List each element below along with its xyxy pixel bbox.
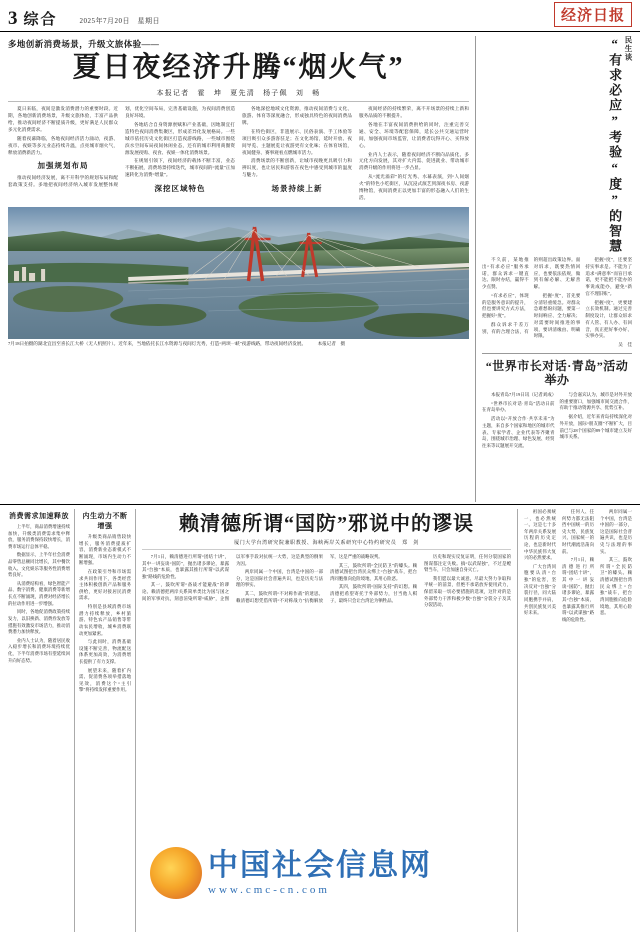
feature-byline: 厦门大学台湾研究院兼职教授、海峡两岸关系研究中心特约研究员 郑 剑 bbox=[142, 539, 511, 550]
lead-paragraph: 夏日来临，夜间是激发消费潜力的重要时段。近期，各地创新消费场景，升级文旅体验，丰富产品供给，推动夜间经济不断提质升级，更好满足人民群众多元化消费需求。 bbox=[8, 106, 118, 132]
feature-continued bbox=[518, 509, 632, 932]
lead-paragraph: 从“流光溢彩”的灯光秀、水幕表演，到“人间烟火”的特色小吃街区，从沉浸式演艺到深夜书房、夜游博物馆，夜间消费正以更加丰富的形态融入人们的生活。 bbox=[359, 174, 469, 200]
rail-column-label: 民生谈 bbox=[624, 36, 633, 62]
vertical-title-row bbox=[482, 36, 632, 254]
feature-paragraph: 两岸同属一个中国，台湾是中国的一部分，这是国际社会普遍共识，也是历史与法理的事实。 bbox=[600, 509, 632, 554]
feature-paragraph: 我们愿以最大诚意、尽最大努力争取和平统一的前景，但绝不承诺放弃使用武力，保留采取一切必要措施的选项，这针对的是外部势力干涉和极少数“台独”分裂分子及其分裂活动。 bbox=[424, 575, 511, 608]
lower-body bbox=[0, 504, 640, 932]
upper-body bbox=[0, 32, 640, 502]
lower-left-paragraph: 业内人士认为，随着居民收入稳步增长和消费环境持续优化，下半年消费市场有望延续回升向好态势。 bbox=[8, 637, 70, 663]
feature-paragraph: 其三，鼓吹所谓“全民防卫”的噱头。赖清德试图把台湾民众绑上“台独”战车，把台湾同胞推向危险境地，其用心险恶。 bbox=[330, 562, 417, 581]
lower-left-paragraph: 上半年，商品消费增速持续加快，升级类消费需求集中释放，服务消费保持较快增长，消费市场运行总体平稳。 bbox=[8, 524, 70, 549]
lower-left-paragraph: 从消费结构看，绿色智能产品、数字消费、健康消费等新增长点不断涌现，消费对经济增长的拉动作用进一步增强。 bbox=[8, 580, 70, 606]
feature-paragraph: 广大台湾同胞要认清“台独”的危害，坚决反对“台独”分裂行径，同大陆同胞携手并肩，共创民族复兴美好未来。 bbox=[524, 563, 556, 616]
lead-subhead: 加强规划布局 bbox=[37, 161, 89, 171]
lead-paragraph: 各地深挖地域文化资源，推动夜间消费与文化、旅游、体育等深度融合，形成独具特色的夜间消费品牌。 bbox=[242, 106, 352, 125]
feature-paragraph: 7月1日，赖清德进行所谓“团结十讲”，其中一讲妄谈“国防”，抛出诸多谬论，暴露其“台独”本质，也暴露其推行所谓“以武谋独”路线的危险性。 bbox=[562, 557, 594, 622]
rail-second-article bbox=[482, 359, 632, 450]
lead-paragraph: 夜间经济的持续繁荣，离不开场景的持续上新和服务品质的不断提升。 bbox=[359, 106, 469, 119]
section-title: 综合 bbox=[23, 12, 58, 28]
feature-paragraph: 7月1日，赖清德进行所谓“团结十讲”，其中一讲妄谈“国防”，抛出诸多谬论，暴露其“台独”本质，也暴露其推行所谓“以武谋独”路线的危险性。 bbox=[142, 554, 229, 579]
feature-paragraph: 其二，鼓吹所谓“不对称作战”的迷思。赖清德幻想凭借所谓“不对称战力”抗衡解放军，这是严重的战略误判。 bbox=[236, 554, 383, 603]
watermark-url: www.cmc-cn.com bbox=[208, 883, 330, 896]
rail-dateline: 本报青岛7月19日讯（记者刘成） bbox=[491, 391, 557, 397]
rail-second-title: “世界市长对话·青岛”活动举办 bbox=[485, 359, 629, 388]
feature-paragraph: 两岸同属一个中国，台湾是中国的一部分，这是国际社会普遍共识，也是历史与法理的事实。 bbox=[236, 569, 323, 588]
watermark-title: 中国社会信息网 bbox=[208, 848, 432, 882]
feature-paragraph: 其一，鼓吹所谓“备战才能避战”的谬论。赖清德把两岸关系简单类比为国与国之间的军事对抗，刻意渲染所谓“威胁”，企图以军事手段对抗统一大势，这是典型的倒果为因。 bbox=[142, 554, 323, 601]
minsheng-column bbox=[482, 36, 632, 354]
publication-date: 2025年7月20日 星期日 bbox=[79, 17, 161, 25]
feature-paragraph: 祖国必须统一，也必然统一。这是七十多年两岸关系发展历程的历史定论，也是新时代中华民族伟大复兴的必然要求。 bbox=[524, 509, 556, 561]
rail-second-paragraph: 与会嘉宾认为，城市是对外开放的重要窗口，加强城市间交流合作，有助于推动资源共享、优势互补。 bbox=[559, 391, 632, 411]
lower-left-article bbox=[8, 509, 75, 932]
lower-mid-paragraph: 特别是县域消费市场潜力持续释放，乡村旅游、特色农产品销售等带动农民增收，城乡消费联动更加紧密。 bbox=[79, 604, 131, 636]
rail-body bbox=[482, 257, 632, 340]
rail-paragraph: 群众诉求千差万别，有的合理合法，有的则超出政策边界。面对诉求，既要热情回应，也要依法依规，做到有解必解、无解善解。 bbox=[482, 257, 581, 334]
rail-title-main: “有求必应”考验“度”的智慧 bbox=[607, 36, 623, 254]
lower-mid-body bbox=[79, 534, 131, 694]
feature-paragraph: 其三，鼓吹所谓“全民防卫”的噱头。赖清德试图把台湾民众绑上“台独”战车，把台湾同胞推向危险境地，其用心险恶。 bbox=[600, 557, 632, 616]
rail-second-body bbox=[482, 392, 632, 450]
rail-paragraph: “有求必应”，体现的是服务意识的提升，但也要讲究方式方法，把握好“度”。 bbox=[482, 292, 529, 318]
lead-byline: 本报记者 霍 坤 夏先清 杨子佩 刘 畅 bbox=[8, 88, 469, 102]
rail-paragraph: 把握“度”，还要坚持实事求是。不能为了追求“满意率”而盲目承诺，更不能把不能办的事说成能办，避免“新官不理旧账”。 bbox=[585, 257, 632, 296]
rail-second-paragraph: 据介绍，近年来青岛持续深化对外开放，国际“朋友圈”不断扩大，目前已与28个国家的89个城市建立友好城市关系。 bbox=[559, 414, 632, 440]
lead-headline: 夏日夜经济升腾“烟火气” bbox=[72, 52, 405, 83]
lead-paragraph: 各地结合自身资源禀赋和产业基础，因地制宜打造特色夜间消费集聚区，形成差异化发展格局。一些城市依托历史文化街区打造夜游线路，一些城市围绕滨水空间布局夜间休闲业态，还有的城市利用商圈资源发展夜购、夜食、夜娱一体化消费场景。 bbox=[125, 121, 235, 155]
lead-photo-caption: 7月18日拍摄的湖北宜昌至喜长江大桥（无人机照片）。近年来，当地依托长江水资源与夜间灯光秀，打造“两坝一峡”夜游线路，带动夜间经济发展。 本报记者 摄 bbox=[8, 340, 346, 346]
lead-body-columns bbox=[8, 106, 469, 202]
lead-subhead: 深挖区域特色 bbox=[154, 184, 206, 194]
feature-paragraph: 任何人、任何势力都无法阻挡中国统一的历史大势，民族复兴、国家统一的时代潮流浩荡向前。 bbox=[562, 509, 594, 554]
lower-left-body bbox=[8, 524, 70, 664]
lower-left-paragraph: 数据显示，上半年社会消费品零售总额同比增长，其中餐饮收入、文化娱乐等服务性消费增势良好。 bbox=[8, 552, 70, 578]
lead-photo-wrap bbox=[8, 207, 469, 348]
lead-subhead: 场景持续上新 bbox=[271, 184, 323, 194]
lower-mid-paragraph: 与此同时，消费基础设施不断完善，物流配送体系更加高效，为消费增长提供了有力支撑。 bbox=[79, 639, 131, 664]
rail-paragraph: 把握“度”，更要建立长效机制。通过完善制度设计，让群众诉求有人管、有人办、有回音，真正把好事办好、实事办实。 bbox=[585, 299, 632, 339]
lead-paragraph: 业内人士表示，随着夜间经济不断向品质化、多元化方向发展，其对扩大内需、促进就业、带动城市消费升级的作用将进一步凸显。 bbox=[359, 151, 469, 171]
rail-paragraph: 把握“度”，首先要分清轻重缓急。对群众急难愁盼问题，要第一时间响应、全力解决；对需要时间推进的事项，要讲清缘由、明确时限。 bbox=[533, 292, 581, 339]
page-number: 3 bbox=[8, 8, 18, 29]
paper-logo: 经济日报 bbox=[554, 2, 632, 27]
feature-article bbox=[136, 509, 518, 932]
feature-paragraph: 历史和现实反复证明，任何分裂国家的图谋都注定失败。搞“以武谋独”，不过是螳臂当车，只会加速自身灭亡。 bbox=[424, 554, 511, 573]
rail-second-paragraph: “世界市长对话·青岛”活动日前在青岛举办。 bbox=[482, 400, 555, 413]
lead-paragraph: 推动夜间经济发展，离不开科学的规划布局和配套政策支持。多地把夜间经济纳入城市发展整体规划，优化空间布局，完善基础设施，为夜间消费创造良好环境。 bbox=[8, 106, 235, 187]
lead-paragraph: 随着夜幕降临，各地夜间经济活力涌动，夜游、夜市、夜娱等多元业态持续升温，点亮城市烟火气，释放消费新活力。 bbox=[8, 135, 118, 155]
rail-author: 吴 佳 bbox=[618, 342, 632, 347]
lead-paragraph: 消费场景的不断创新，让城市夜晚更具吸引力和辨识度，也让居民和游客在夜色中感受到城市的温度与魅力。 bbox=[242, 158, 352, 178]
feature-paragraph: 其四，鼓吹所谓“国际支持”的幻想。赖清德把希望寄托于外部势力，甘当他人棋子，最终只会让台湾沦为牺牲品。 bbox=[330, 584, 417, 603]
feature-headline: 赖清德所谓“国防”邪说中的谬误 bbox=[179, 513, 474, 535]
lower-mid-paragraph: 展望未来，随着扩内需、促消费各项举措落地见效，消费这个“主引擎”将持续发挥重要作用。 bbox=[79, 667, 131, 693]
lower-mid-title: 内生动力不断增强 bbox=[82, 512, 128, 530]
lower-mid-paragraph: 在政策引导和市场需求共同作用下，各类经营主体积极创新产品和服务供给，更好对接居民消费需求。 bbox=[79, 569, 131, 601]
lower-mid-article bbox=[75, 509, 136, 932]
lead-kicker: 多地创新消费场景，升级文旅体验—— bbox=[8, 39, 160, 49]
feature-continued-body bbox=[524, 509, 632, 623]
lead-article bbox=[8, 36, 476, 502]
rail-second-paragraph: 活动以“开放合作·共享未来”为主题，来自多个国家和地区的城市代表、专家学者、企业代表等齐聚青岛，围绕城市治理、绿色发展、经贸往来等议题展开交流。 bbox=[482, 416, 555, 449]
lead-paragraph: 在特色街区，非遗展示、民俗表演、手工体验等项目吸引众多游客驻足；在文化场馆，延时开放、夜间导览、主题展览让夜游更有文化味；在体育场馆，夜间健身、赛事观看点燃城市活力。 bbox=[242, 128, 352, 155]
lead-paragraph: 各地在丰富夜间消费供给的同时，注重完善交通、安全、环境等配套保障，延长公共交通运营时间，加强夜间市场监管，让消费者玩得开心、买得放心。 bbox=[359, 121, 469, 148]
lead-paragraph: 在规划引领下，夜间经济的载体不断丰富，业态不断拓展，消费场景持续迭代，城市夜间的“流量”正加速转化为消费“增量”。 bbox=[125, 158, 235, 178]
lower-left-paragraph: 同时，各地促消费政策持续发力，以旧换新、消费券发放等措施有效激发市场活力，推动消费潜力加快释放。 bbox=[8, 609, 70, 635]
lower-mid-paragraph: 升级类商品销售较快增长，服务消费提质扩容，消费新业态新模式不断涌现，市场内生动力不断增强。 bbox=[79, 534, 131, 566]
feature-body bbox=[142, 554, 511, 609]
masthead bbox=[0, 0, 640, 32]
bridge-night-photo bbox=[8, 207, 469, 339]
right-rail bbox=[476, 36, 632, 502]
lower-left-title: 消费需求加速释放 bbox=[9, 512, 69, 520]
rail-paragraph: 不久前，某地推出“有求必应”服务承诺，群众诉求一键直达、限时办结，赢得不少点赞。 bbox=[482, 257, 529, 289]
